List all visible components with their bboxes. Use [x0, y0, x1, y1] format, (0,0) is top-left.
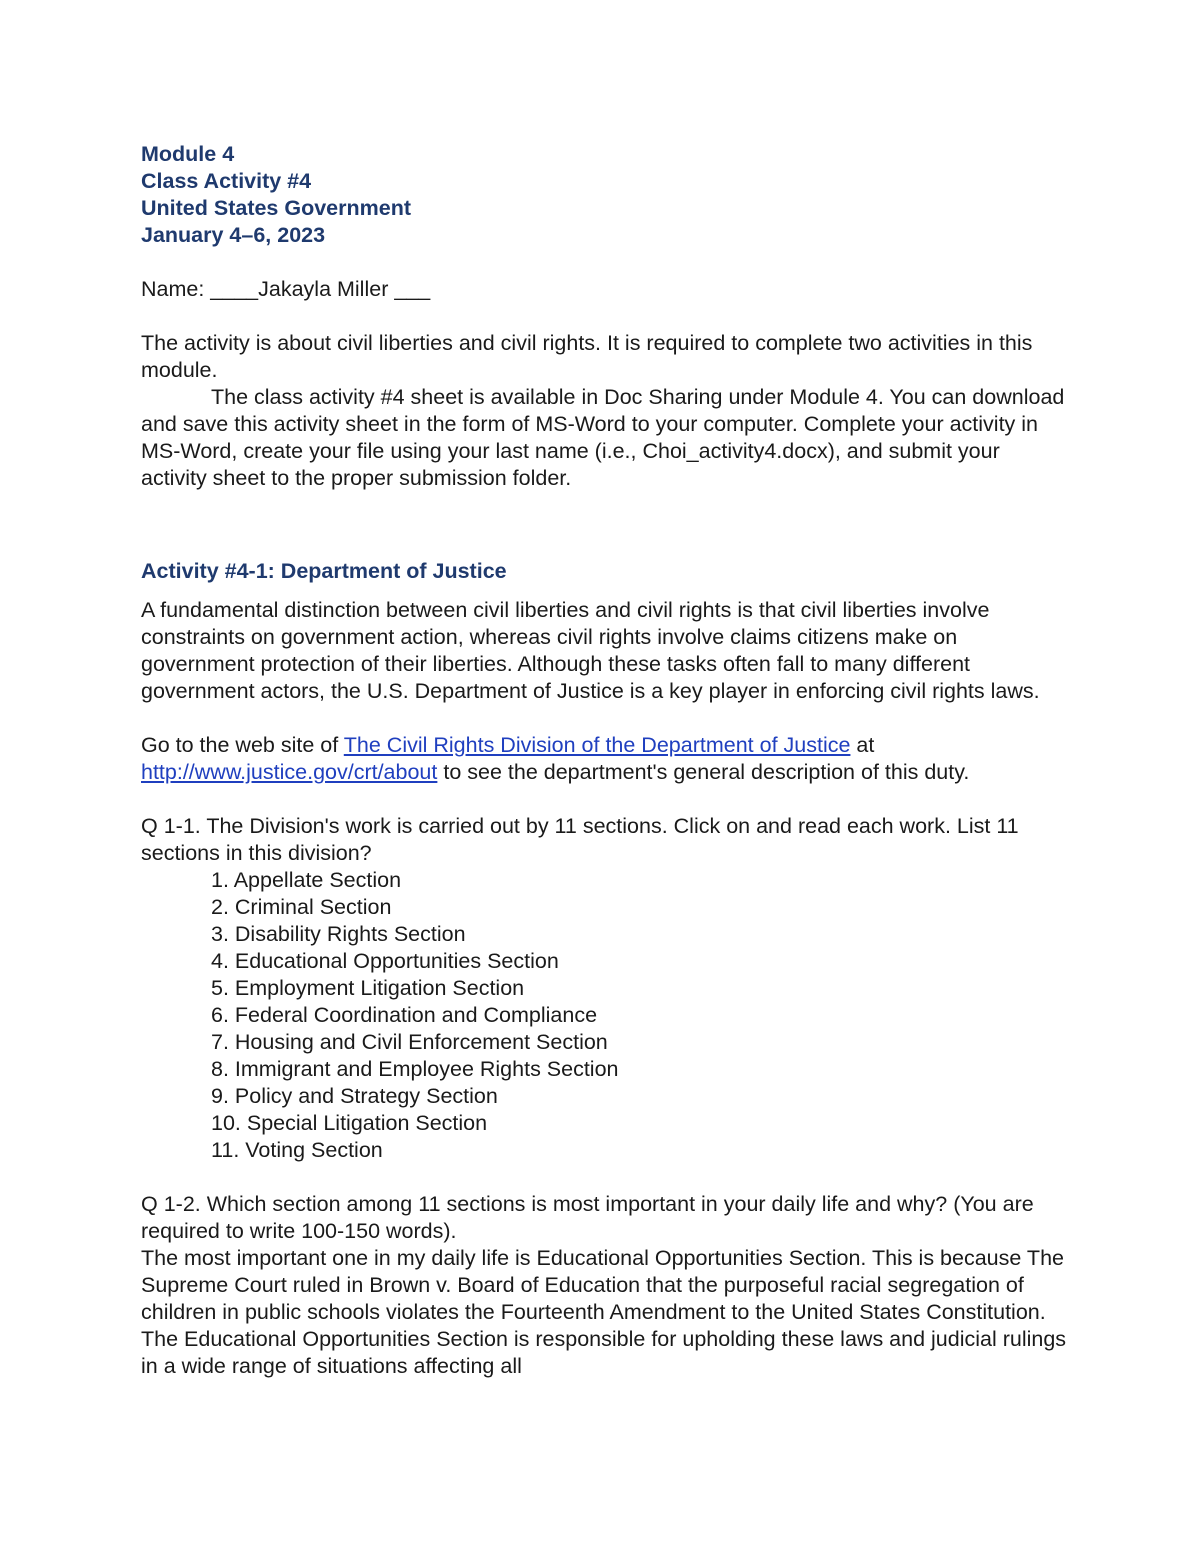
doj-paragraph: A fundamental distinction between civil liberties and civil rights is that civil liberties involve constraints on government action, whereas civil rights involve claims citizens make on government protection of their liberties. Although these tasks often fall to many different government actors, the U.S. Department of Justice is a key player in enforcing civil rights laws.	[141, 598, 1040, 703]
list-item: 9. Policy and Strategy Section	[211, 1084, 498, 1108]
course-title: United States Government	[141, 196, 411, 220]
go-to-prefix: Go to the web site of	[141, 733, 344, 757]
list-item: 4. Educational Opportunities Section	[211, 949, 559, 973]
question-1-1: Q 1-1. The Division's work is carried out by 11 sections. Click on and read each work. List 11 sections in this division?	[141, 814, 1019, 865]
intro-paragraph-2: The class activity #4 sheet is available in Doc Sharing under Module 4. You can download and save this activity sheet in the form of MS-Word to your computer. Complete your activity in MS-Word, create your file using your last name (i.e., Choi_activity4.docx), and submit your activity sheet to the proper submission folder.	[141, 385, 1065, 490]
list-item: 2. Criminal Section	[211, 895, 392, 919]
go-to-suffix: to see the department's general description of this duty.	[437, 760, 970, 784]
sections-list	[141, 867, 1071, 1164]
list-item: 11. Voting Section	[211, 1138, 383, 1162]
student-name: Name: ____Jakayla Miller ___	[141, 277, 431, 301]
date-range: January 4–6, 2023	[141, 223, 326, 247]
list-item: 8. Immigrant and Employee Rights Section	[211, 1057, 619, 1081]
list-item: 7. Housing and Civil Enforcement Section	[211, 1030, 608, 1054]
justice-url-link[interactable]: http://www.justice.gov/crt/about	[141, 760, 438, 784]
answer-paragraph: The most important one in my daily life is Educational Opportunities Section. This is because The Supreme Court ruled in Brown v. Board of Education that the purposeful racial segregation of children in public schools violates the Fourteenth Amendment to the United States Constitution. The Educational Opportunities Section is responsible for upholding these laws and judicial rulings in a wide range of situations affecting all	[141, 1246, 1067, 1378]
document-body	[141, 141, 1071, 1380]
go-to-middle: at	[850, 733, 875, 757]
civil-rights-division-link[interactable]: The Civil Rights Division of the Department of Justice	[343, 733, 851, 757]
activity-4-1-heading: Activity #4-1: Department of Justice	[141, 559, 507, 583]
list-item: 6. Federal Coordination and Compliance	[211, 1003, 598, 1027]
intro-paragraph-1: The activity is about civil liberties and civil rights. It is required to complete two activities in this module.	[141, 331, 1033, 382]
list-item: 10. Special Litigation Section	[211, 1111, 488, 1135]
list-item: 5. Employment Litigation Section	[211, 976, 525, 1000]
go-to-paragraph	[141, 732, 1071, 786]
activity-title: Class Activity #4	[141, 169, 312, 193]
list-item: 3. Disability Rights Section	[211, 922, 466, 946]
list-item: 1. Appellate Section	[211, 868, 402, 892]
question-1-2: Q 1-2. Which section among 11 sections is most important in your daily life and why? (You are required to write 100-150 words).	[141, 1192, 1034, 1243]
module-title: Module 4	[141, 142, 235, 166]
